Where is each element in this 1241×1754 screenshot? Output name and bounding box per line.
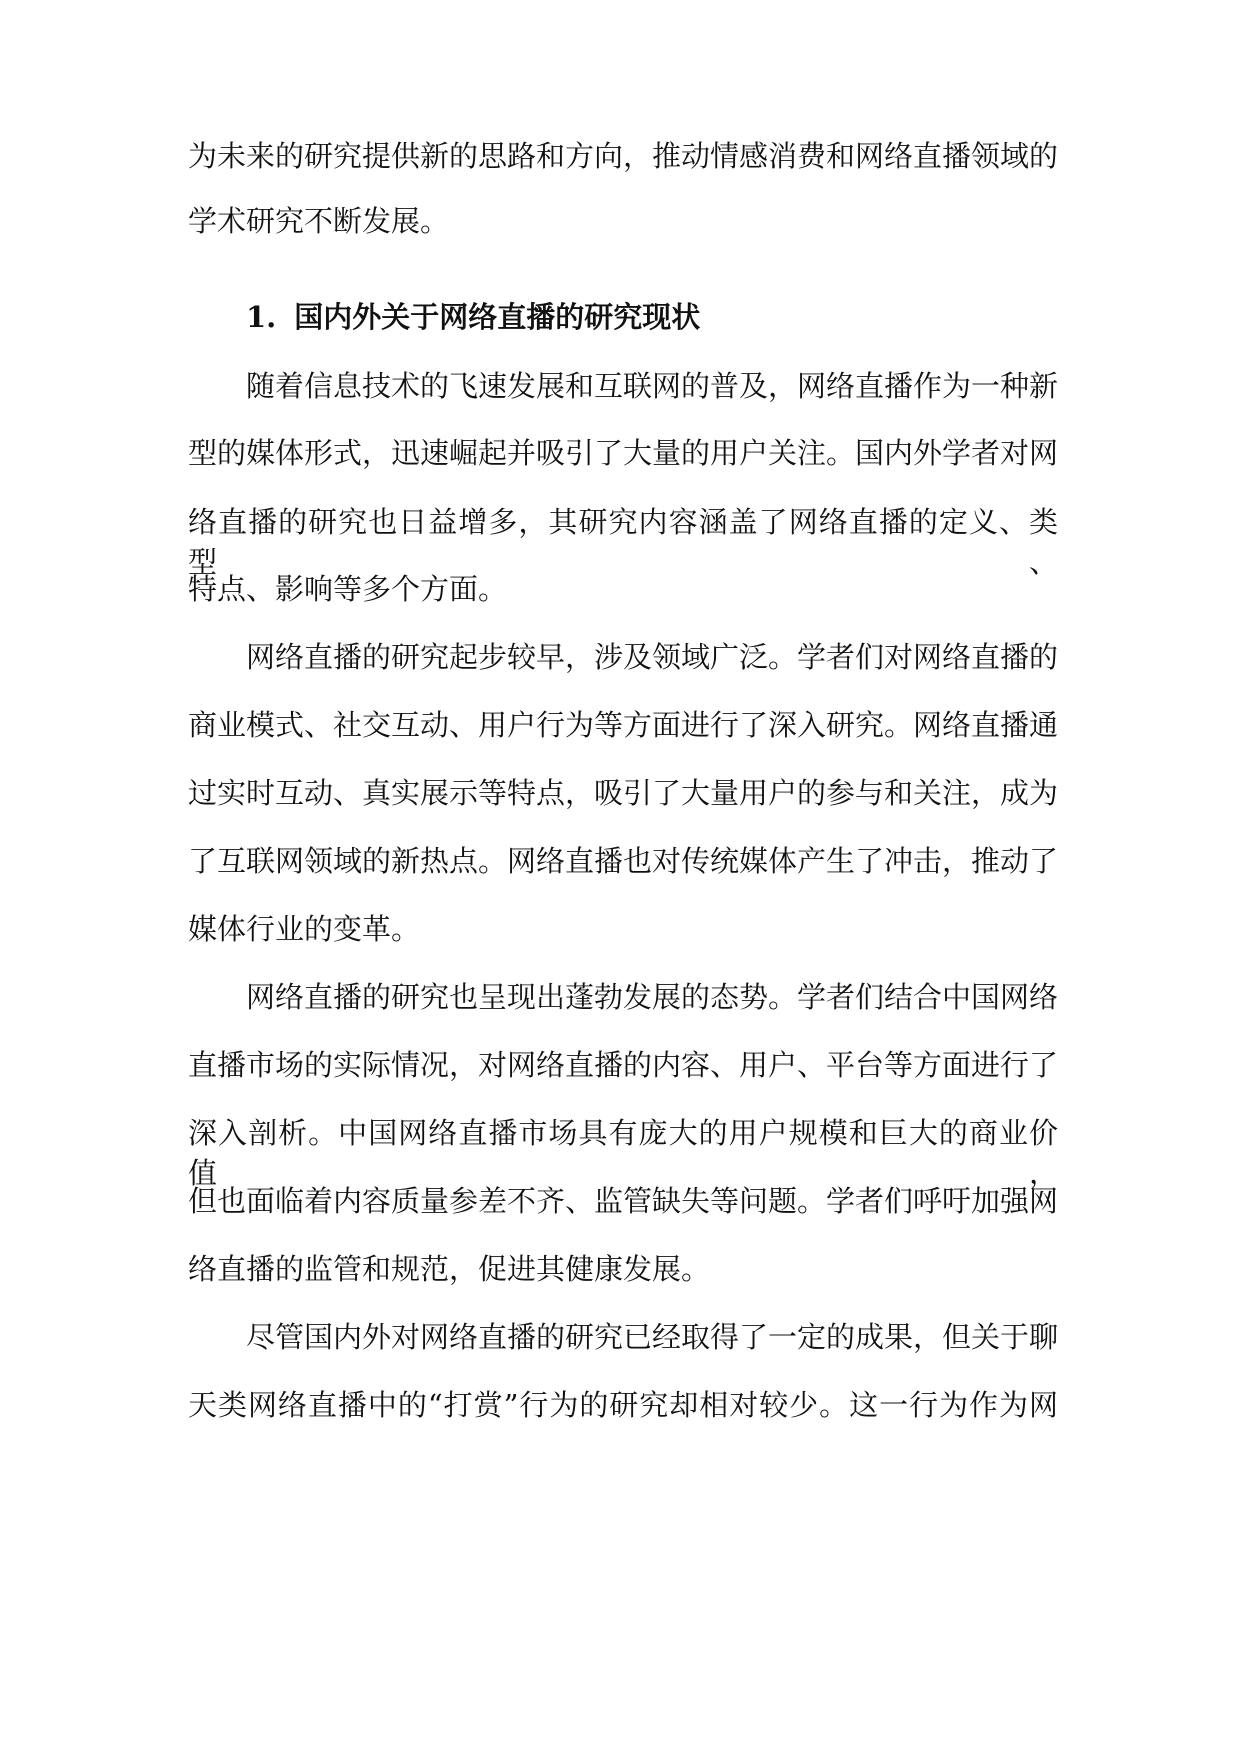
paragraph-1-line-3: 络直播的研究也日益增多，其研究内容涵盖了网络直播的定义、类型、 [188,505,1058,579]
paragraph-2-line-3: 过实时互动、真实展示等特点，吸引了大量用户的参与和关注，成为 [188,776,1059,810]
paragraph-2-line-4: 了互联网领域的新热点。网络直播也对传统媒体产生了冲击，推动了 [188,844,1059,878]
paragraph-3-line-4: 但也面临着内容质量参差不齐、监管缺失等问题。学者们呼吁加强网 [188,1184,1059,1218]
section-number: 1. [246,300,277,334]
paragraph-4-line-1: 尽管国内外对网络直播的研究已经取得了一定的成果，但关于聊 [246,1320,1059,1354]
paragraph-3-line-2: 直播市场的实际情况，对网络直播的内容、用户、平台等方面进行了 [188,1048,1059,1082]
paragraph-2-line-1: 网络直播的研究起步较早，涉及领域广泛。学者们对网络直播的 [246,640,1059,674]
paragraph-1-line-4: 特点、影响等多个方面。 [188,572,508,606]
intro-line-2: 学术研究不断发展。 [188,204,450,238]
paragraph-1-line-1: 随着信息技术的飞速发展和互联网的普及，网络直播作为一种新 [246,369,1059,403]
intro-line-1: 为未来的研究提供新的思路和方向，推动情感消费和网络直播领域的 [188,139,1059,173]
section-heading [246,297,700,337]
paragraph-3-line-5: 络直播的监管和规范，促进其健康发展。 [188,1252,711,1286]
section-title: 国内外关于网络直播的研究现状 [294,300,701,334]
paragraph-1-line-2: 型的媒体形式，迅速崛起并吸引了大量的用户关注。国内外学者对网 [188,436,1059,470]
paragraph-2-line-5: 媒体行业的变革。 [188,912,421,946]
paragraph-3-line-1: 网络直播的研究也呈现出蓬勃发展的态势。学者们结合中国网络 [246,980,1059,1014]
paragraph-3-line-3: 深入剖析。中国网络直播市场具有庞大的用户规模和巨大的商业价值， [188,1116,1058,1190]
paragraph-4-line-2: 天类网络直播中的“打赏”行为的研究却相对较少。这一行为作为网 [188,1388,1058,1422]
paragraph-2-line-2: 商业模式、社交互动、用户行为等方面进行了深入研究。网络直播通 [188,708,1059,742]
